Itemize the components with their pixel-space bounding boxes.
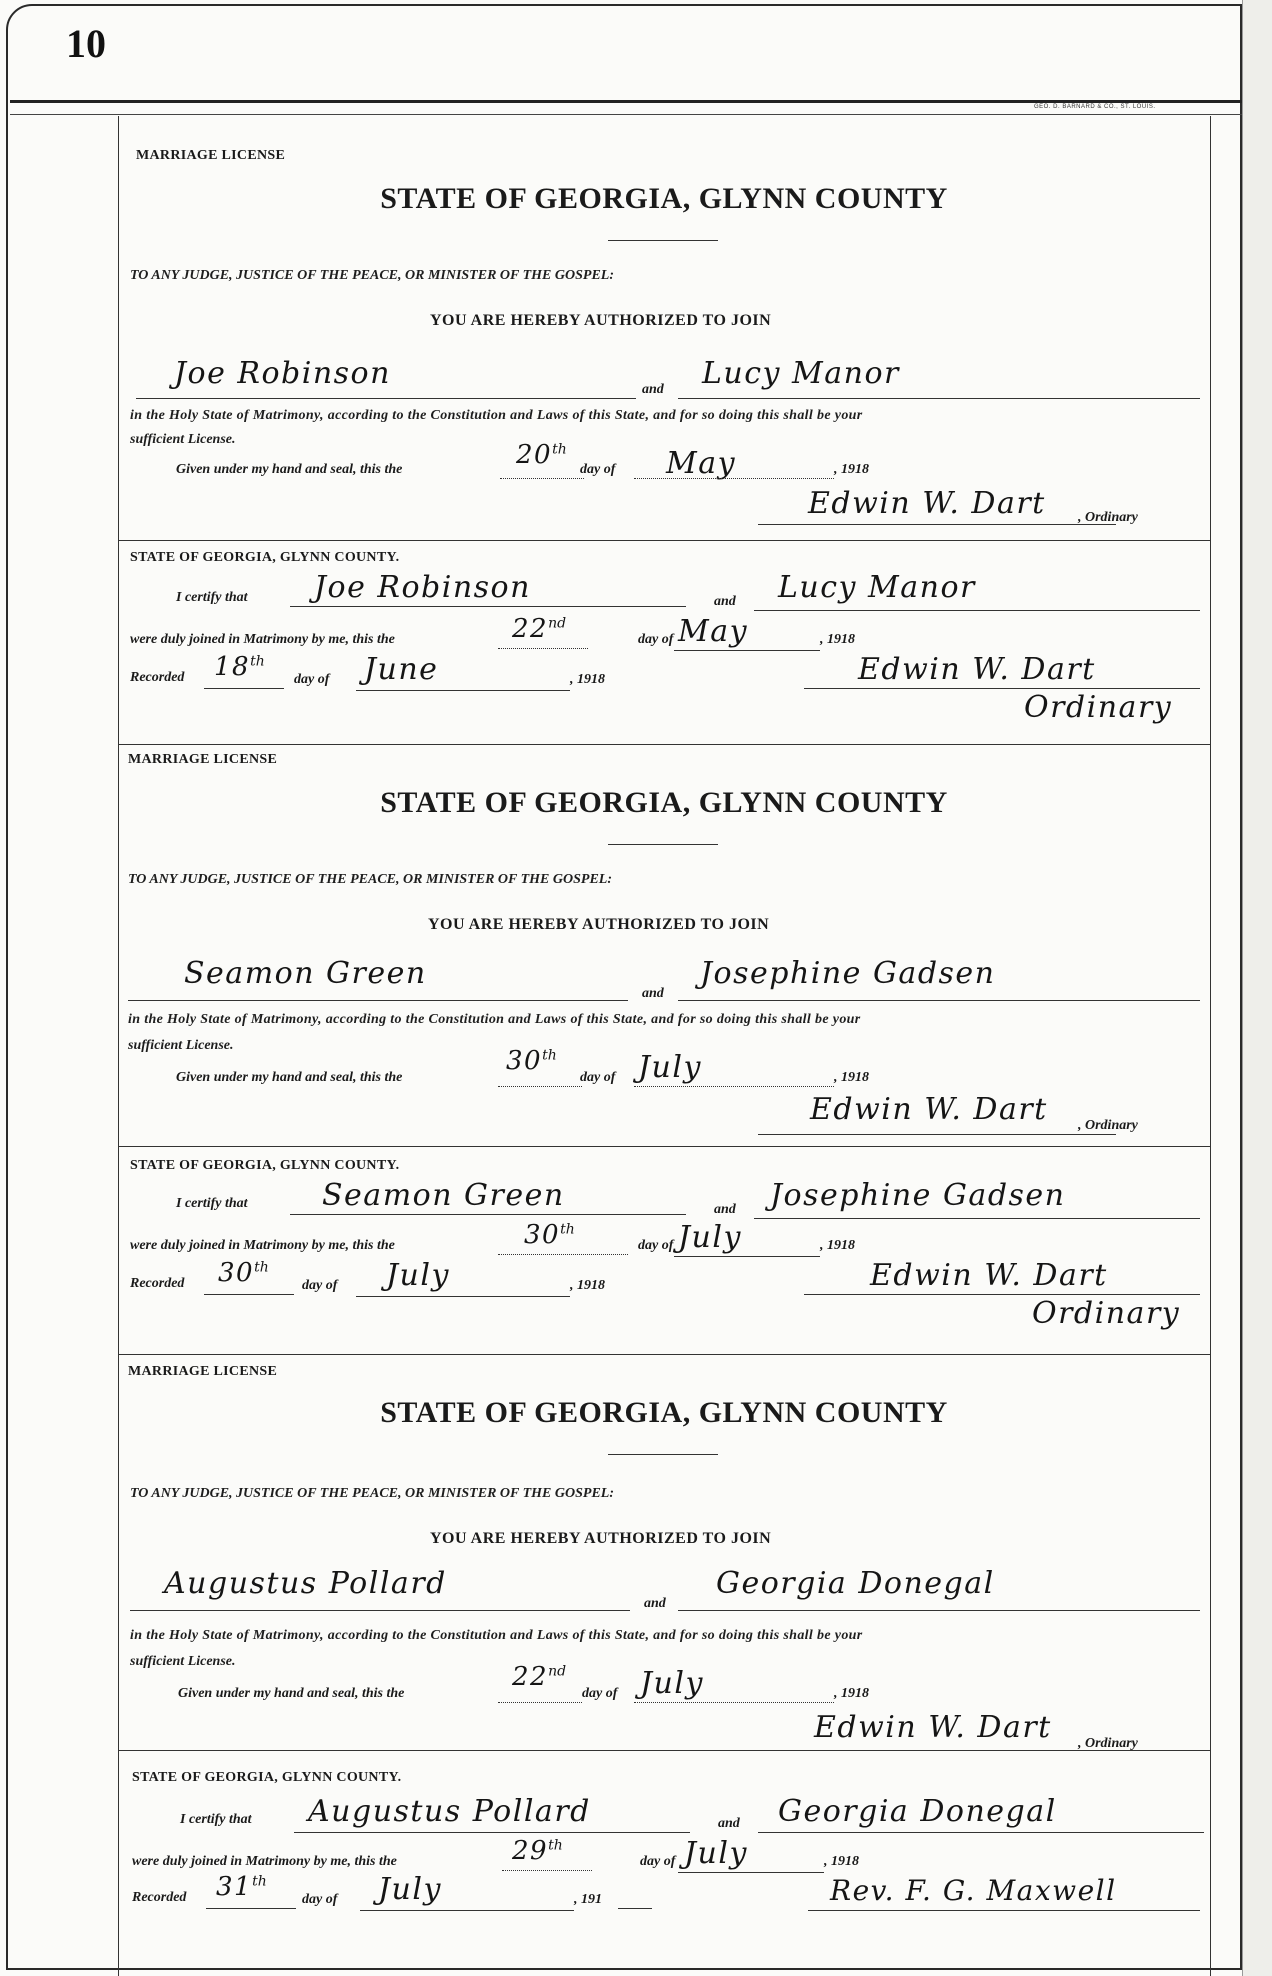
top-rule-thin	[10, 114, 1242, 115]
bride-line	[678, 1610, 1200, 1611]
groom-name: Augustus Pollard	[164, 1566, 447, 1601]
recorded-day: 18th	[214, 652, 265, 682]
cert-bride-line	[758, 1832, 1204, 1833]
certificate-title: STATE OF GEORGIA, GLYNN COUNTY.	[130, 550, 400, 565]
day-line	[498, 1086, 582, 1087]
cert-bride-name: Lucy Manor	[778, 570, 976, 605]
sufficient-license-text: sufficient License.	[130, 432, 236, 447]
title-underline	[608, 844, 718, 845]
joined-month-line	[674, 1256, 820, 1257]
title-underline	[608, 240, 718, 241]
recorded-month: July	[378, 1872, 442, 1907]
license-heading: MARRIAGE LICENSE	[136, 148, 286, 163]
bride-line	[678, 1000, 1200, 1001]
addressee-line: TO ANY JUDGE, JUSTICE OF THE PEACE, OR MINISTER OF THE GOSPEL:	[130, 1486, 614, 1501]
cert-groom-name: Seamon Green	[322, 1178, 565, 1213]
sufficient-license-text: sufficient License.	[128, 1038, 234, 1053]
year-label: , 1918	[834, 462, 869, 477]
cert-signature-title: Ordinary	[1024, 690, 1173, 725]
title-underline	[608, 1454, 718, 1455]
printer-imprint: GEO. D. BARNARD & CO., ST. LOUIS.	[1034, 104, 1156, 110]
year-label: , 1918	[820, 1238, 855, 1253]
cert-bride-name: Georgia Donegal	[778, 1794, 1057, 1829]
license-day: 20th	[516, 440, 567, 470]
certificate-title: STATE OF GEORGIA, GLYNN COUNTY.	[132, 1770, 402, 1785]
cert-groom-name: Augustus Pollard	[308, 1794, 591, 1829]
license-heading: MARRIAGE LICENSE	[128, 752, 278, 767]
license-month: July	[638, 1050, 702, 1085]
ordinary-label: , Ordinary	[1078, 1118, 1138, 1133]
joined-day: 30th	[524, 1220, 575, 1250]
cert-signature: Rev. F. G. Maxwell	[830, 1874, 1117, 1907]
cert-signature-line	[808, 1910, 1200, 1911]
recorded-month: July	[386, 1258, 450, 1293]
year-label: , 1918	[570, 672, 605, 687]
joined-label: were duly joined in Matrimony by me, this the	[132, 1854, 397, 1869]
joined-day-line	[498, 1254, 628, 1255]
year-label: , 1918	[820, 632, 855, 647]
license-signature: Edwin W. Dart	[810, 1092, 1048, 1127]
authorized-line: YOU ARE HEREBY AUTHORIZED TO JOIN	[430, 312, 772, 329]
cert-bride-name: Josephine Gadsen	[770, 1178, 1066, 1213]
groom-name: Joe Robinson	[174, 356, 391, 391]
recorded-label: Recorded	[130, 1276, 185, 1291]
day-of-label: day of	[294, 672, 330, 687]
certificate-1	[118, 540, 1210, 740]
holy-state-text: in the Holy State of Matrimony, according to the Constitution and Laws of this State, and for so doing this shall be your	[130, 408, 863, 423]
joined-month-line	[678, 1872, 824, 1873]
recorded-label: Recorded	[132, 1890, 187, 1905]
holy-state-text: in the Holy State of Matrimony, according to the Constitution and Laws of this State, and for so doing this shall be your	[128, 1012, 861, 1027]
recorded-month: June	[364, 652, 439, 687]
and-label: and	[714, 1202, 736, 1217]
joined-label: were duly joined in Matrimony by me, this the	[130, 632, 395, 647]
recorded-month-line	[356, 690, 570, 691]
certify-label: I certify that	[180, 1812, 252, 1827]
joined-label: were duly joined in Matrimony by me, this the	[130, 1238, 395, 1253]
given-label: Given under my hand and seal, this the	[178, 1686, 405, 1701]
joined-day: 29th	[512, 1836, 563, 1866]
sufficient-license-text: sufficient License.	[130, 1654, 236, 1669]
given-label: Given under my hand and seal, this the	[176, 1070, 403, 1085]
recorded-month-line	[356, 1296, 570, 1297]
record-3	[118, 1354, 1210, 1774]
and-label: and	[644, 1596, 666, 1611]
recorded-label: Recorded	[130, 670, 185, 685]
certificate-2	[118, 1146, 1210, 1346]
bride-name: Josephine Gadsen	[700, 956, 996, 991]
joined-day-line	[498, 648, 588, 649]
year-label: , 1918	[834, 1070, 869, 1085]
ordinary-label: , Ordinary	[1078, 1736, 1138, 1751]
license-heading: MARRIAGE LICENSE	[128, 1364, 278, 1379]
groom-line	[130, 1610, 630, 1611]
cert-signature-line	[804, 688, 1200, 689]
recorded-day: 30th	[218, 1258, 269, 1288]
holy-state-text: in the Holy State of Matrimony, according to the Constitution and Laws of this State, and for so doing this shall be your	[130, 1628, 863, 1643]
book-edge	[1242, 0, 1272, 1976]
and-label: and	[718, 1816, 740, 1831]
license-day: 22nd	[512, 1662, 567, 1692]
joined-day-line	[502, 1870, 592, 1871]
addressee-line: TO ANY JUDGE, JUSTICE OF THE PEACE, OR MINISTER OF THE GOSPEL:	[130, 268, 614, 283]
day-of-label: day of	[302, 1278, 338, 1293]
day-of-label: day of	[582, 1686, 618, 1701]
license-month: May	[666, 446, 737, 481]
addressee-line: TO ANY JUDGE, JUSTICE OF THE PEACE, OR MINISTER OF THE GOSPEL:	[128, 872, 612, 887]
and-label: and	[642, 382, 664, 397]
month-line	[634, 478, 834, 479]
signature-line	[758, 524, 1116, 525]
ordinary-label: , Ordinary	[1078, 510, 1138, 525]
month-line	[634, 1702, 834, 1703]
record-2	[118, 744, 1210, 1164]
cert-groom-line	[290, 606, 686, 607]
day-of-label: day of	[638, 1238, 674, 1253]
day-line	[498, 1702, 582, 1703]
license-month: July	[640, 1666, 704, 1701]
certificate-title: STATE OF GEORGIA, GLYNN COUNTY.	[130, 1158, 400, 1173]
year-label: , 1918	[824, 1854, 859, 1869]
recorded-day-line	[206, 1908, 296, 1909]
cert-bride-line	[754, 610, 1200, 611]
right-margin-rule	[1210, 116, 1211, 1976]
certificate-3	[118, 1750, 1210, 1970]
recorded-day: 31th	[216, 1872, 267, 1902]
year-label: , 1918	[570, 1278, 605, 1293]
groom-name: Seamon Green	[184, 956, 427, 991]
recorded-month-line	[360, 1910, 574, 1911]
license-title: STATE OF GEORGIA, GLYNN COUNTY	[380, 182, 948, 215]
cert-groom-line	[290, 1214, 686, 1215]
license-title: STATE OF GEORGIA, GLYNN COUNTY	[380, 786, 948, 819]
certify-label: I certify that	[176, 590, 248, 605]
bride-line	[678, 398, 1200, 399]
page-number: 10	[66, 21, 106, 66]
cert-signature-title: Ordinary	[1032, 1296, 1181, 1331]
license-signature: Edwin W. Dart	[808, 486, 1046, 521]
joined-month: July	[678, 1220, 742, 1255]
day-of-label: day of	[640, 1854, 676, 1869]
groom-line	[128, 1000, 628, 1001]
bride-name: Lucy Manor	[702, 356, 900, 391]
day-of-label: day of	[580, 1070, 616, 1085]
joined-month: July	[684, 1836, 748, 1871]
top-rule	[10, 100, 1242, 103]
and-label: and	[714, 594, 736, 609]
joined-month: May	[678, 614, 749, 649]
license-day: 30th	[506, 1046, 557, 1076]
month-line	[634, 1086, 834, 1087]
recorded-day-line	[204, 1294, 294, 1295]
bride-name: Georgia Donegal	[716, 1566, 995, 1601]
cert-groom-line	[294, 1832, 690, 1833]
cert-bride-line	[754, 1218, 1200, 1219]
joined-month-line	[674, 650, 820, 651]
license-title: STATE OF GEORGIA, GLYNN COUNTY	[380, 1396, 948, 1429]
day-of-label: day of	[580, 462, 616, 477]
cert-signature-line	[804, 1294, 1200, 1295]
day-line	[500, 478, 584, 479]
certify-label: I certify that	[176, 1196, 248, 1211]
day-of-label: day of	[302, 1892, 338, 1907]
and-label: and	[642, 986, 664, 1001]
recorded-day-line	[204, 688, 284, 689]
cert-signature: Edwin W. Dart	[870, 1258, 1108, 1293]
cert-signature: Edwin W. Dart	[858, 652, 1096, 687]
authorized-line: YOU ARE HEREBY AUTHORIZED TO JOIN	[428, 916, 770, 933]
signature-line	[758, 1134, 1116, 1135]
given-label: Given under my hand and seal, this the	[176, 462, 403, 477]
year-label: , 1918	[834, 1686, 869, 1701]
authorized-line: YOU ARE HEREBY AUTHORIZED TO JOIN	[430, 1530, 772, 1547]
cert-groom-name: Joe Robinson	[314, 570, 531, 605]
year-label: , 191	[574, 1892, 602, 1907]
groom-line	[136, 398, 636, 399]
license-signature: Edwin W. Dart	[814, 1710, 1052, 1745]
joined-day: 22nd	[512, 614, 567, 644]
day-of-label: day of	[638, 632, 674, 647]
year-blank-line	[618, 1908, 652, 1909]
